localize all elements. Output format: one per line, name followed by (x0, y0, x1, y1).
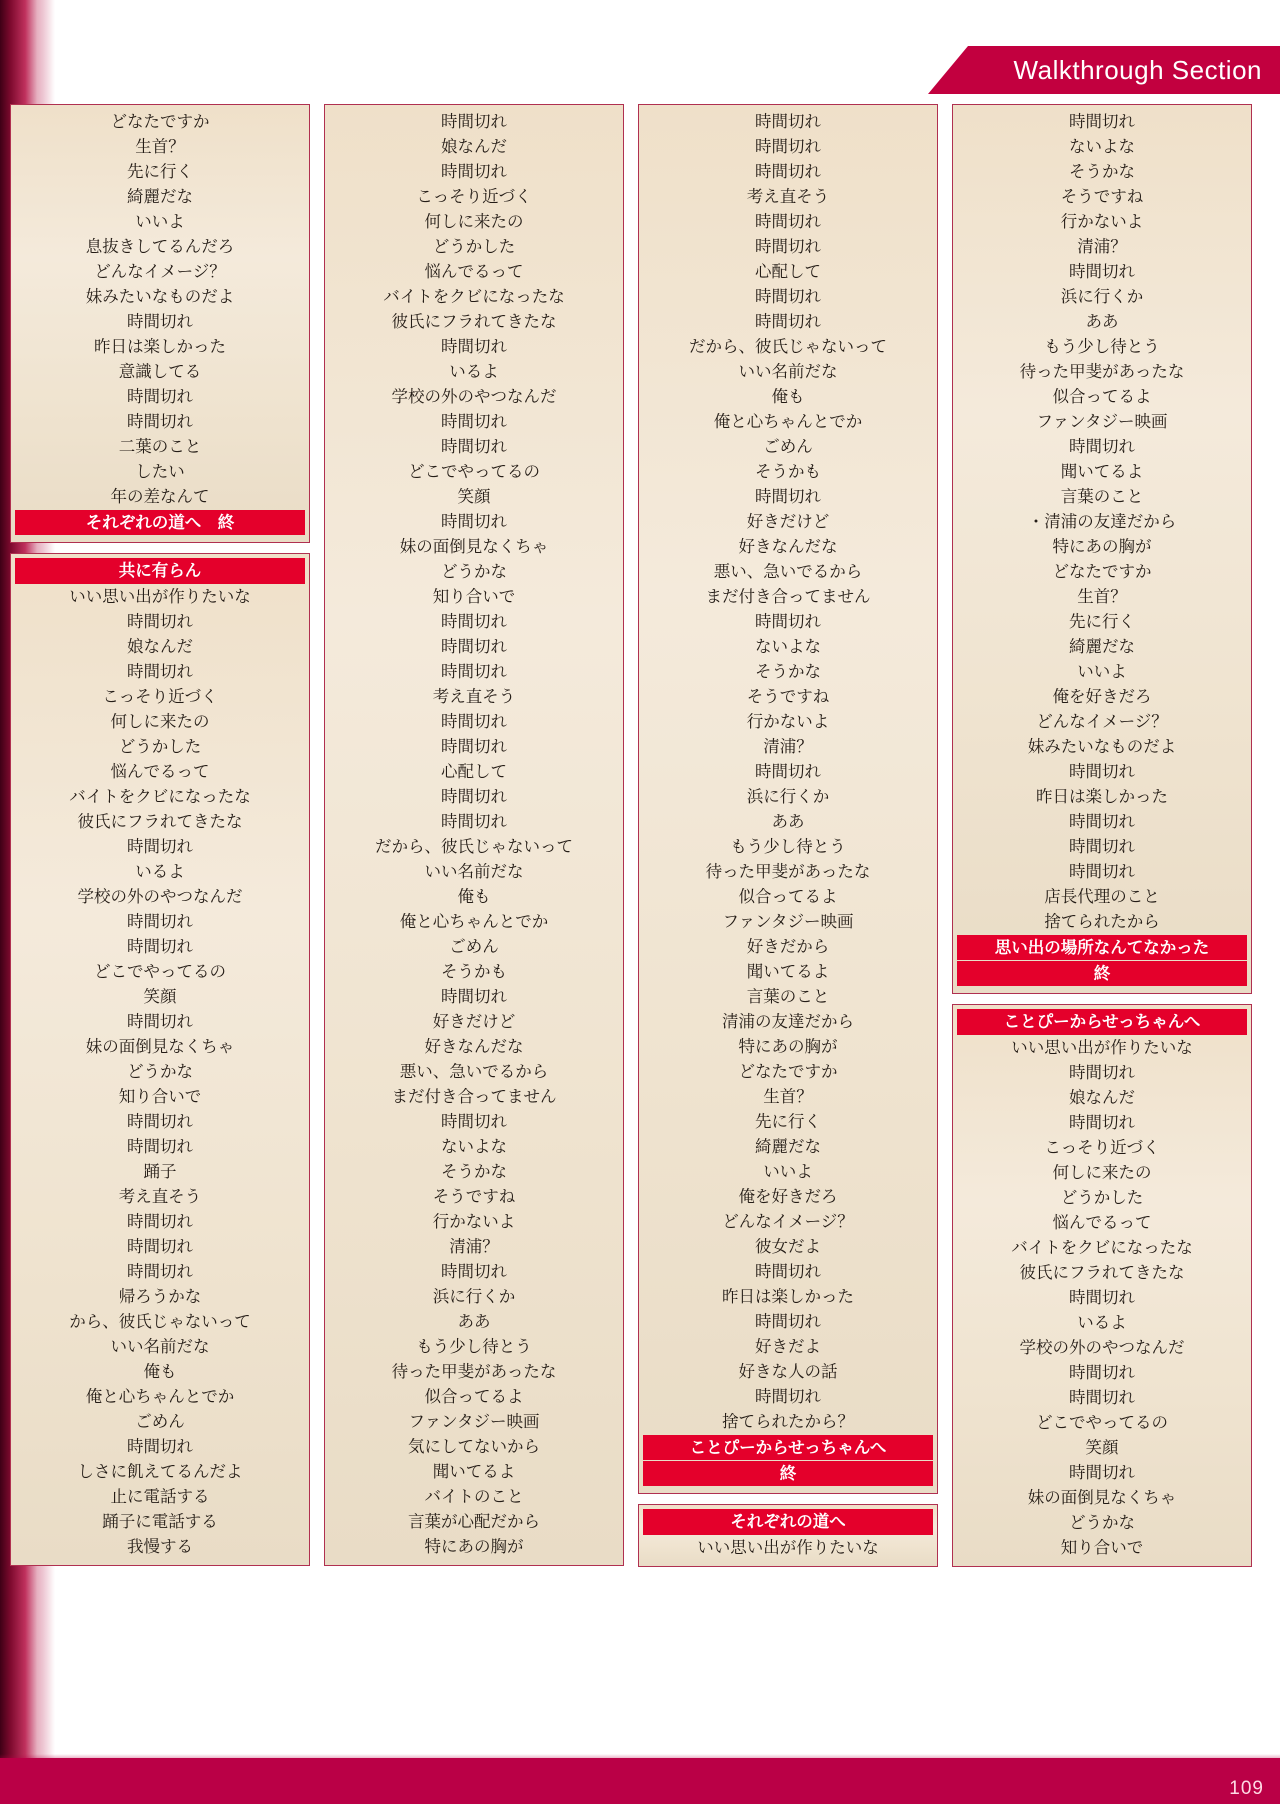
choice-line: 時間切れ (755, 287, 821, 306)
choice-line: 特にあの胸が (738, 1037, 838, 1056)
choice-line: 妹みたいなものだよ (1027, 737, 1177, 756)
choice-line: いい思い出が作りたいな (69, 587, 251, 606)
choice-line: どうかした (432, 237, 516, 256)
choice-line: 時間切れ (755, 137, 821, 156)
choice-line: 娘なんだ (441, 137, 507, 156)
choice-line: 先に行く (1069, 612, 1135, 631)
choice-line: 先に行く (127, 162, 193, 181)
choice-line: 清浦？ (763, 737, 813, 756)
choice-line: どんなイメージ？ (1036, 712, 1168, 731)
choice-line: 時間切れ (1069, 1363, 1135, 1382)
choice-line: 似合ってるよ (424, 1387, 524, 1406)
choice-line: 息抜きしてるんだろ (85, 237, 235, 256)
choice-line: 心配して (441, 762, 507, 781)
choice-line: 特にあの胸が (1052, 537, 1152, 556)
choice-line: 学校の外のやつなんだ (391, 387, 557, 406)
choice-line: 時間切れ (755, 237, 821, 256)
choice-line: 行かないよ (432, 1212, 516, 1231)
choice-line: 二葉のこと (118, 437, 202, 456)
choice-line: 俺も (771, 387, 805, 406)
choice-line: いいよ (763, 1162, 813, 1181)
choice-line: ああ (457, 1312, 491, 1331)
choice-line: 店長代理のこと (1044, 887, 1160, 906)
choice-line: 時間切れ (127, 612, 193, 631)
choice-line: 妹みたいなものだよ (85, 287, 235, 306)
choice-line: いるよ (449, 362, 499, 381)
bottom-band (0, 1758, 1280, 1804)
choice-line: 時間切れ (755, 612, 821, 631)
choice-line: 時間切れ (127, 387, 193, 406)
choice-line: どこでやってるの (94, 962, 226, 981)
choice-line: 時間切れ (441, 987, 507, 1006)
choice-line: いい名前だな (424, 862, 524, 881)
choice-line: 妹の面倒見なくちゃ (85, 1037, 235, 1056)
choice-line: そうですね (1060, 187, 1144, 206)
choice-line: 時間切れ (441, 737, 507, 756)
walkthrough-column (952, 104, 1252, 1764)
choice-line: 言葉が心配だから (408, 1512, 540, 1531)
choice-line: 笑顔 (1085, 1438, 1119, 1457)
choice-line: 時間切れ (1069, 1063, 1135, 1082)
choice-line: 時間切れ (127, 1137, 193, 1156)
choice-line: 踊子に電話する (102, 1512, 218, 1531)
choice-line: どなたですか (1052, 562, 1152, 581)
choice-line: 時間切れ (127, 1437, 193, 1456)
choice-line: 時間切れ (755, 487, 821, 506)
choice-line: 時間切れ (1069, 262, 1135, 281)
choice-line: 浜に行くか (1060, 287, 1144, 306)
choice-line: 娘なんだ (1069, 1088, 1135, 1107)
choice-line: いい名前だな (738, 362, 838, 381)
choice-line: 行かないよ (746, 712, 830, 731)
walkthrough-column (638, 104, 938, 1764)
choice-line: どうかな (127, 1062, 193, 1081)
choice-line: バイトのこと (424, 1487, 524, 1506)
choice-line: 昨日は楽しかった (94, 337, 226, 356)
choice-line: 浜に行くか (746, 787, 830, 806)
choice-line: ごめん (763, 437, 813, 456)
choice-line: 聞いてるよ (432, 1462, 516, 1481)
choice-line: から、彼氏じゃないって (69, 1312, 251, 1331)
choice-line: 考え直そう (746, 187, 830, 206)
choice-line: 時間切れ (441, 337, 507, 356)
choice-line: そうかも (755, 462, 821, 481)
route-end-bar: 終 (957, 961, 1247, 986)
choice-line: 時間切れ (1069, 112, 1135, 131)
choice-line: バイトをクビになったな (69, 787, 251, 806)
choice-line: そうかも (441, 962, 507, 981)
route-title: ことぴーからせっちゃんへ (957, 1009, 1247, 1035)
choice-line: 彼氏にフラれてきたな (391, 312, 557, 331)
choice-line: 時間切れ (755, 1312, 821, 1331)
choice-line: 時間切れ (441, 112, 507, 131)
choice-line: 時間切れ (1069, 1463, 1135, 1482)
choice-line: ああ (771, 812, 805, 831)
choice-line: 俺も (143, 1362, 177, 1381)
choice-line: 悩んでるって (424, 262, 524, 281)
choice-line: 好きだけど (432, 1012, 516, 1031)
choice-line: 先に行く (755, 1112, 821, 1131)
choice-line: 言葉のこと (746, 987, 830, 1006)
route-title: それぞれの道へ (643, 1509, 933, 1535)
choice-line: 綺麗だな (127, 187, 193, 206)
route-end-title: ことぴーからせっちゃんへ (643, 1435, 933, 1460)
choice-line: 悩んでるって (1052, 1213, 1152, 1232)
choice-line: 綺麗だな (1069, 637, 1135, 656)
route-end-bar: それぞれの道へ 終 (15, 510, 305, 535)
choice-line: だから、彼氏じゃないって (689, 337, 887, 356)
choice-line: いいよ (1077, 662, 1127, 681)
choice-line: 時間切れ (441, 787, 507, 806)
route-end-bar: 終 (643, 1461, 933, 1486)
choice-line: 俺も (457, 887, 491, 906)
walkthrough-column (10, 104, 310, 1764)
choice-line: 好きだよ (755, 1337, 821, 1356)
route-block (638, 1504, 938, 1567)
choice-line: 捨てられたから？ (722, 1412, 854, 1431)
choice-line: 時間切れ (127, 912, 193, 931)
choice-line: 時間切れ (441, 412, 507, 431)
choice-line: 好きな人の話 (738, 1362, 838, 1381)
choice-line: どうかした (118, 737, 202, 756)
choice-line: 時間切れ (755, 162, 821, 181)
choice-line: 何しに来たの (424, 212, 524, 231)
choice-line: バイトをクビになったな (383, 287, 565, 306)
choice-line: 踊子 (143, 1162, 177, 1181)
choice-line: 時間切れ (1069, 762, 1135, 781)
choice-line: だから、彼氏じゃないって (375, 837, 573, 856)
route-title: 共に有らん (15, 558, 305, 584)
choice-line: どうかした (1060, 1188, 1144, 1207)
route-block (324, 104, 624, 1566)
choice-line: いい思い出が作りたいな (1011, 1038, 1193, 1057)
choice-line: 清浦？ (1077, 237, 1127, 256)
choice-line: 時間切れ (441, 512, 507, 531)
choice-line: 知り合いで (1060, 1538, 1144, 1557)
choice-line: いいよ (135, 212, 185, 231)
choice-line: もう少し待とう (416, 1337, 532, 1356)
route-block (10, 104, 310, 543)
choice-line: したい (135, 462, 185, 481)
choice-line: 時間切れ (755, 1387, 821, 1406)
choice-line: 俺を好きだろ (1052, 687, 1152, 706)
choice-line: 言葉のこと (1060, 487, 1144, 506)
choice-line: バイトをクビになったな (1011, 1238, 1193, 1257)
choice-line: こっそり近づく (416, 187, 532, 206)
choice-line: 俺と心ちゃんとでか (85, 1387, 235, 1406)
choice-line: 待った甲斐があったな (1019, 362, 1185, 381)
choice-line: 時間切れ (1069, 1288, 1135, 1307)
choice-line: 時間切れ (441, 662, 507, 681)
choice-line: ないよな (441, 1137, 507, 1156)
choice-line: 俺を好きだろ (738, 1187, 838, 1206)
choice-line: 聞いてるよ (746, 962, 830, 981)
route-block (638, 104, 938, 1494)
choice-line: そうですね (746, 687, 830, 706)
choice-line: こっそり近づく (102, 687, 218, 706)
walkthrough-header (968, 46, 1280, 94)
choice-line: もう少し待とう (730, 837, 846, 856)
route-end-title: 思い出の場所なんてなかった (957, 935, 1247, 960)
choice-line: 清浦の友達だから (722, 1012, 854, 1031)
choice-line: 時間切れ (127, 1212, 193, 1231)
choice-line: 学校の外のやつなんだ (77, 887, 243, 906)
choice-line: いるよ (135, 862, 185, 881)
choice-line: 妹の面倒見なくちゃ (1027, 1488, 1177, 1507)
choice-line: 年の差なんて (110, 487, 210, 506)
choice-line: どんなイメージ？ (94, 262, 226, 281)
choice-line: 帰ろうかな (118, 1287, 202, 1306)
choice-line: 浜に行くか (432, 1287, 516, 1306)
choice-line: ごめん (449, 937, 499, 956)
choice-line: どなたですか (110, 112, 210, 131)
choice-line: そうかな (755, 662, 821, 681)
choice-line: どうかな (441, 562, 507, 581)
choice-line: 考え直そう (432, 687, 516, 706)
choice-line: 知り合いで (432, 587, 516, 606)
choice-line: 昨日は楽しかった (722, 1287, 854, 1306)
choice-line: ないよな (1069, 137, 1135, 156)
choice-line: 時間切れ (127, 662, 193, 681)
choice-line: 時間切れ (1069, 1388, 1135, 1407)
choice-line: 悩んでるって (110, 762, 210, 781)
choice-line: どこでやってるの (408, 462, 540, 481)
choice-line: ファンタジー映画 (722, 912, 854, 931)
choice-line: 時間切れ (755, 112, 821, 131)
choice-line: 悪い、急いでるから (713, 562, 863, 581)
choice-line: 彼氏にフラれてきたな (1019, 1263, 1185, 1282)
choice-line: 好きだから (746, 937, 830, 956)
choice-line: どんなイメージ？ (722, 1212, 854, 1231)
route-block (952, 104, 1252, 994)
choice-line: 気にしてないから (408, 1437, 540, 1456)
choice-line: いい名前だな (110, 1337, 210, 1356)
choice-line: 時間切れ (755, 212, 821, 231)
choice-line: 時間切れ (441, 812, 507, 831)
choice-line: ああ (1085, 312, 1119, 331)
choice-line: いるよ (1077, 1313, 1127, 1332)
choice-line: 笑顔 (457, 487, 491, 506)
choice-line: 笑顔 (143, 987, 177, 1006)
route-block (952, 1004, 1252, 1567)
choice-line: 行かないよ (1060, 212, 1144, 231)
choice-line: 時間切れ (127, 937, 193, 956)
choice-line: 時間切れ (755, 1262, 821, 1281)
choice-line: 何しに来たの (1052, 1163, 1152, 1182)
page-curl (40, 0, 160, 60)
choice-line: 時間切れ (441, 437, 507, 456)
choice-line: 聞いてるよ (1060, 462, 1144, 481)
choice-line: どなたですか (738, 1062, 838, 1081)
choice-line: 時間切れ (1069, 862, 1135, 881)
choice-line: そうかな (1069, 162, 1135, 181)
choice-line: 止に電話する (110, 1487, 210, 1506)
page-number: 109 (1229, 1778, 1264, 1799)
choice-line: 特にあの胸が (424, 1537, 524, 1556)
choice-line: ないよな (755, 637, 821, 656)
choice-line: 綺麗だな (755, 1137, 821, 1156)
choice-line: 時間切れ (127, 312, 193, 331)
choice-line: 我慢する (127, 1537, 193, 1556)
choice-line: 待った甲斐があったな (705, 862, 871, 881)
choice-line: 知り合いで (118, 1087, 202, 1106)
choice-line: こっそり近づく (1044, 1138, 1160, 1157)
choice-line: 意識してる (118, 362, 202, 381)
choice-line: もう少し待とう (1044, 337, 1160, 356)
choice-line: 彼氏にフラれてきたな (77, 812, 243, 831)
choice-line: まだ付き合ってません (391, 1087, 557, 1106)
choice-line: 似合ってるよ (1052, 387, 1152, 406)
columns-container (10, 104, 1272, 1764)
choice-line: 時間切れ (127, 1112, 193, 1131)
choice-line: 時間切れ (755, 762, 821, 781)
choice-line: 時間切れ (441, 162, 507, 181)
choice-line: 俺と心ちゃんとでか (399, 912, 549, 931)
choice-line: ごめん (135, 1412, 185, 1431)
choice-line: 似合ってるよ (738, 887, 838, 906)
choice-line: 彼女だよ (755, 1237, 821, 1256)
choice-line: 娘なんだ (127, 637, 193, 656)
choice-line: 悪い、急いでるから (399, 1062, 549, 1081)
choice-line: しさに飢えてるんだよ (77, 1462, 243, 1481)
header-title: Walkthrough Section (1013, 54, 1262, 85)
choice-line: 時間切れ (127, 1237, 193, 1256)
choice-line: 清浦？ (449, 1237, 499, 1256)
choice-line: いい思い出が作りたいな (697, 1538, 879, 1557)
choice-line: まだ付き合ってません (705, 587, 871, 606)
choice-line: 時間切れ (127, 1262, 193, 1281)
choice-line: そうですね (432, 1187, 516, 1206)
choice-line: 時間切れ (1069, 1113, 1135, 1132)
choice-line: 時間切れ (441, 1262, 507, 1281)
choice-line: 何しに来たの (110, 712, 210, 731)
choice-line: 学校の外のやつなんだ (1019, 1338, 1185, 1357)
choice-line: 時間切れ (441, 1112, 507, 1131)
choice-line: 時間切れ (441, 612, 507, 631)
walkthrough-column (324, 104, 624, 1764)
choice-line: そうかな (441, 1162, 507, 1181)
choice-line: どうかな (1069, 1513, 1135, 1532)
choice-line: 好きなんだな (738, 537, 838, 556)
choice-line: 心配して (755, 262, 821, 281)
choice-line: どこでやってるの (1036, 1413, 1168, 1432)
choice-line: 生首？ (135, 137, 185, 156)
choice-line: 捨てられたから (1044, 912, 1160, 931)
choice-line: 考え直そう (118, 1187, 202, 1206)
choice-line: ・清浦の友達だから (1027, 512, 1177, 531)
route-block (10, 553, 310, 1566)
choice-line: 時間切れ (1069, 437, 1135, 456)
choice-line: 妹の面倒見なくちゃ (399, 537, 549, 556)
choice-line: ファンタジー映画 (408, 1412, 540, 1431)
choice-line: 俺と心ちゃんとでか (713, 412, 863, 431)
choice-line: 待った甲斐があったな (391, 1362, 557, 1381)
choice-line: 時間切れ (441, 712, 507, 731)
choice-line: 時間切れ (127, 412, 193, 431)
choice-line: ファンタジー映画 (1036, 412, 1168, 431)
choice-line: 生首？ (763, 1087, 813, 1106)
choice-line: 好きなんだな (424, 1037, 524, 1056)
choice-line: 生首？ (1077, 587, 1127, 606)
choice-line: 時間切れ (1069, 837, 1135, 856)
choice-line: 時間切れ (127, 1012, 193, 1031)
choice-line: 時間切れ (1069, 812, 1135, 831)
choice-line: 時間切れ (127, 837, 193, 856)
choice-line: 時間切れ (441, 637, 507, 656)
choice-line: 時間切れ (755, 312, 821, 331)
choice-line: 好きだけど (746, 512, 830, 531)
choice-line: 昨日は楽しかった (1036, 787, 1168, 806)
